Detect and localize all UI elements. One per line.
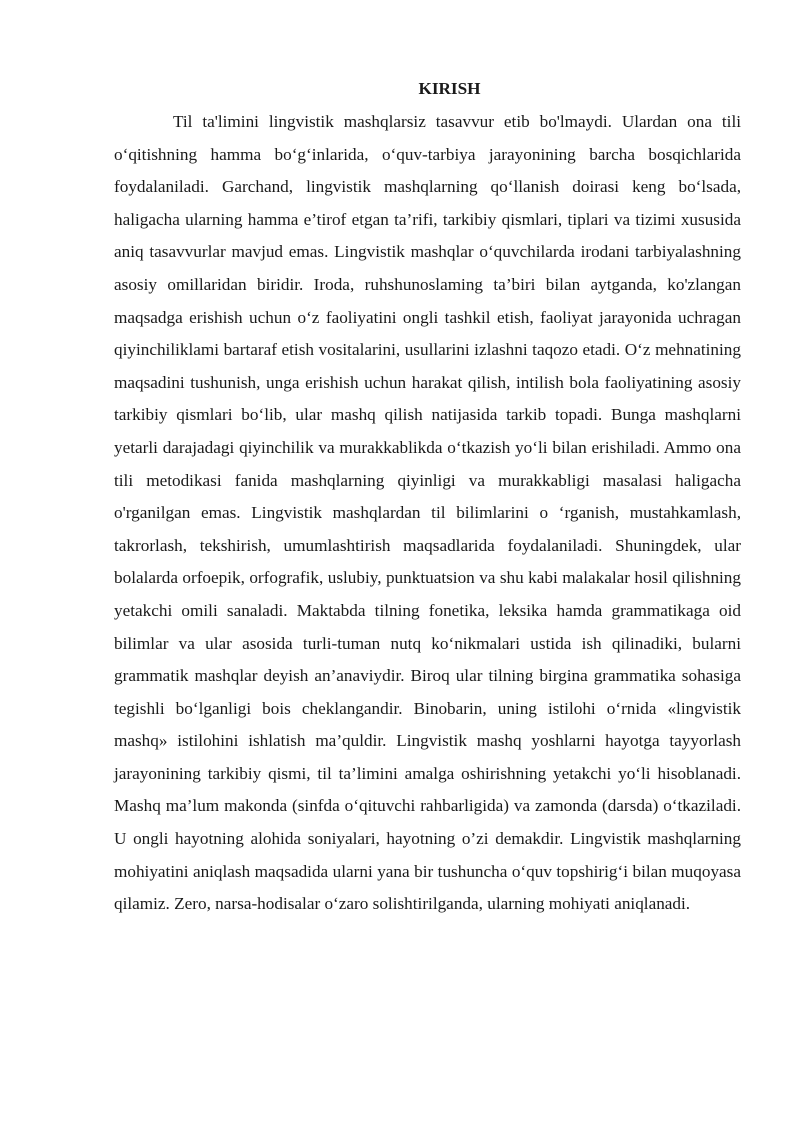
body-paragraph: Til ta'limini lingvistik mashqlarsiz tasavvur etib bo'lmaydi. Ulardan ona tili o‘qitishning hamma bo‘g‘inlarida, o‘quv-tarbiya jarayonining barcha bosqichlarida foydalaniladi. Garchand, lingvistik mashqlarning qo‘llanish doirasi keng bo‘lsada, haligacha ularning hamma e’tirof etgan ta’rifi, tarkibiy qismlari, tiplari va tizimi xususida aniq tasavvurlar mavjud emas. Lingvistik mashqlar o‘quvchilarda irodani tarbiyalashning asosiy omillaridan biridir. Iroda, ruhshunoslaming ta’biri bilan aytganda, ko'zlangan maqsadga erishish uchun o‘z faoliyatini ongli tashkil etish, faoliyat jarayonida uchragan qiyinchiliklami bartaraf etish vositalarini, usullarini izlashni taqozo etadi. O‘z mehnatining maqsadini tushunish, unga erishish uchun harakat qilish, intilish bola faoliyatining asosiy tarkibiy qismlari bo‘lib, ular mashq qilish natijasida tarkib topadi. Bunga mashqlarni yetarli darajadagi qiyinchilik va murakkablikda o‘tkazish yo‘li bilan erishiladi. Ammo ona tili metodikasi fanida mashqlarning qiyinligi va murakkabligi masalasi haligacha o'rganilgan emas. Lingvistik mashqlardan til bilimlarini o ‘rganish, mustahkamlash, takrorlash, tekshirish, umumlashtirish maqsadlarida foydalaniladi. Shuningdek, ular bolalarda orfoepik, orfografik, uslubiy, punktuatsion va shu kabi malakalar hosil qilishning yetakchi omili sanaladi. Maktabda tilning fonetika, leksika hamda grammatikaga oid bilimlar va ular asosida turli-tuman nutq ko‘nikmalari ustida ish qilinadiki, bularni grammatik mashqlar deyish an’anaviydir. Biroq ular tilning birgina grammatika sohasiga tegishli bo‘lganligi bois cheklangandir. Binobarin, uning istilohi o‘rnida «lingvistik mashq» istilohini ishlatish ma’quldir. Lingvistik mashq yoshlarni hayotga tayyorlash jarayonining tarkibiy qismi, til ta’limini amalga oshirishning yetakchi yo‘li hisoblanadi. Mashq ma’lum makonda (sinfda o‘qituvchi rahbarligida) va zamonda (darsda) o‘tkaziladi. U ongli hayotning alohida soniyalari, hayotning o’zi demakdir. Lingvistik mashqlarning mohiyatini aniqlash maqsadida ularni yana bir tushuncha o‘quv topshirig‘i bilan muqoyasa qilamiz. Zero, narsa-hodisalar o‘zaro solishtirilganda, ularning mohiyati aniqlanadi. <box>114 112 741 914</box>
document-content <box>114 78 741 921</box>
section-title: KIRISH <box>418 79 481 98</box>
